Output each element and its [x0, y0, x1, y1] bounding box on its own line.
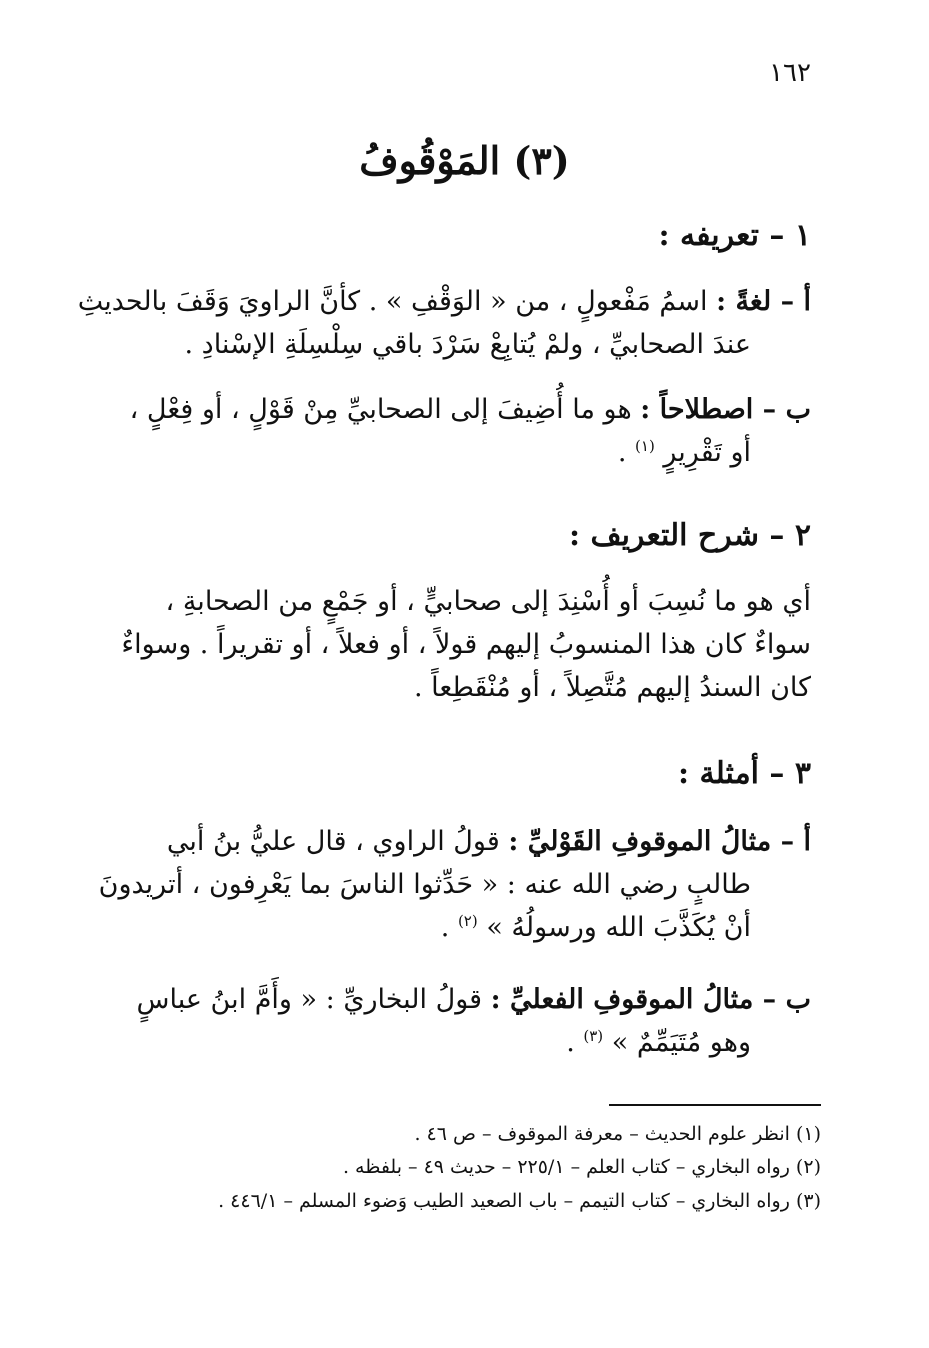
action-example: [111, 978, 811, 1064]
technical-text-end: أو تَقْرِيرٍ: [663, 437, 751, 469]
action-example-line-2: [111, 1021, 811, 1064]
explanation-line-3: كان السندُ إليهم مُتَّصِلاً ، أو مُنْقَطِعاً .: [413, 672, 811, 704]
linguistic-definition: [77, 280, 811, 366]
section-heading-examples: ٣ – أمثلة :: [677, 756, 811, 791]
verbal-example-period: .: [440, 912, 450, 944]
action-example-period: .: [566, 1027, 575, 1059]
linguistic-definition-line-2: عندَ الصحابيِّ ، ولمْ يُتابِعْ سَرْدَ باقي سِلْسِلَةِ الإسْنادِ .: [184, 329, 751, 361]
verbal-example-quote-end: أنْ يُكَذَّبَ الله ورسولُهُ »: [486, 912, 751, 944]
footnote-ref-3[interactable]: (٣): [583, 1027, 604, 1046]
chapter-title: (٣) المَوْقُوفُ: [359, 138, 570, 183]
verbal-example-line-1: [111, 820, 811, 863]
verbal-example-line-2: طالبٍ رضي الله عنه : « حَدِّثوا الناسَ بما يَعْرِفون ، أتريدونَ: [98, 869, 751, 901]
footnote-1: (١) انظر علوم الحديث – معرفة الموقوف – ص ٤٦ .: [414, 1123, 821, 1145]
footnote-divider: [609, 1104, 821, 1106]
linguistic-definition-line-1: [77, 280, 811, 323]
action-example-line-1: [111, 978, 811, 1021]
page-number: ١٦٢: [769, 58, 811, 88]
technical-label: ب – اصطلاحاً :: [640, 394, 811, 425]
footnote-ref-1[interactable]: (١): [635, 437, 655, 456]
section-heading-definition: ١ – تعريفه :: [658, 218, 811, 253]
footnotes: [101, 1118, 821, 1218]
explanation-line-2: سواءٌ كان هذا المنسوبُ إليهم قولاً ، أو فعلاً ، أو تقريراً . وسواءٌ: [121, 629, 811, 661]
explanation-line-1: أي هو ما نُسِبَ أو أُسْنِدَ إلى صحابيٍّ ، أو جَمْعٍ من الصحابةِ ،: [165, 586, 811, 617]
linguistic-text: اسمُ مَفْعولٍ ، من « الوَقْفِ » . كأنَّ الراويَ وَقَفَ بالحديثِ: [77, 286, 708, 317]
action-example-quote-end: وهو مُتَيَمِّمٌ »: [611, 1027, 751, 1059]
verbal-example-line-3: [111, 906, 811, 949]
technical-text: هو ما أُضِيفَ إلى الصحابيِّ مِنْ قَوْلٍ ، أو فِعْلٍ ،: [129, 394, 632, 425]
technical-definition: [111, 388, 811, 474]
technical-definition-line-2: [111, 431, 811, 474]
section-heading-explanation: ٢ – شرح التعريف :: [569, 518, 811, 553]
verbal-example-label: أ – مثالُ الموقوفِ القَوْليِّ :: [508, 826, 811, 857]
explanation-paragraph: [111, 580, 811, 710]
verbal-example-text: قولُ الراوي ، قال عليُّ بنُ أبي: [166, 826, 500, 857]
action-example-label: ب – مثالُ الموقوفِ الفعليِّ :: [490, 984, 811, 1015]
footnote-3: (٣) رواه البخاري – كتاب التيمم – باب الصعيد الطيب وَضوء المسلم – ٤٤٦/١ .: [218, 1189, 821, 1212]
technical-definition-line-1: [111, 388, 811, 431]
footnote-2: (٢) رواه البخاري – كتاب العلم – ٢٢٥/١ – حديث ٤٩ – بلفظه .: [342, 1156, 821, 1179]
footnote-ref-2[interactable]: (٢): [457, 912, 478, 931]
verbal-example: [98, 820, 811, 950]
technical-period: .: [617, 437, 627, 469]
action-example-text: قولُ البخاريِّ : « وأَمَّ ابنُ عباسٍ: [136, 984, 483, 1015]
linguistic-label: أ – لغةً :: [716, 286, 811, 317]
